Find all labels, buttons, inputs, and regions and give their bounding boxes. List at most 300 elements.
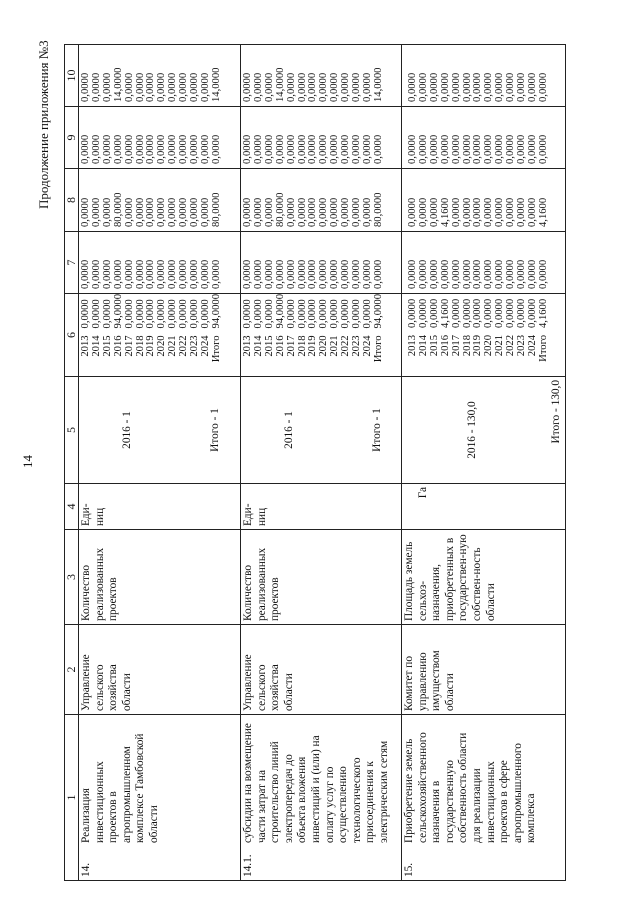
cell-indicator bbox=[402, 530, 566, 625]
row-name: Приобретение земель сельскохозяйственного назначения в государственную собственность области для реализации инвестиционных проектов в сфере агропромышленного комплекса bbox=[403, 732, 538, 843]
row-number: 14.1. bbox=[242, 854, 254, 877]
value: 0,0000 bbox=[101, 134, 113, 164]
value: 0,0000 bbox=[318, 134, 330, 164]
row-executor: Управление сельского хозяйства области bbox=[80, 654, 133, 711]
row-executor: Комитет по управлению имуществом области bbox=[403, 650, 456, 711]
value: 0,0000 bbox=[112, 259, 124, 289]
year-label: Итого bbox=[372, 335, 384, 363]
value: 0,0000 bbox=[494, 197, 506, 227]
year-label: 2024 bbox=[199, 335, 211, 357]
value: 0,0000 bbox=[417, 72, 429, 102]
year-list bbox=[243, 332, 385, 376]
row-code-total: Итого - 1 bbox=[209, 408, 221, 452]
value: 0,0000 bbox=[417, 259, 429, 289]
year-label: 2020 bbox=[318, 335, 330, 357]
value: 0,0000 bbox=[526, 197, 538, 227]
value: 0,0000 bbox=[505, 259, 517, 289]
value: 0,0000 bbox=[134, 259, 146, 289]
year-label: 2022 bbox=[505, 335, 517, 357]
value: 80,0000 bbox=[372, 192, 384, 227]
value: 0,0000 bbox=[526, 259, 538, 289]
value: 0,0000 bbox=[80, 72, 91, 102]
value: 0,0000 bbox=[199, 259, 211, 289]
value: 0,0000 bbox=[351, 299, 363, 329]
year-label: 2020 bbox=[156, 335, 168, 357]
value: 0,0000 bbox=[505, 197, 517, 227]
year-label: 2013 bbox=[242, 335, 253, 357]
value: 0,0000 bbox=[483, 134, 495, 164]
value: 0,0000 bbox=[263, 197, 275, 227]
value: 14,0000 bbox=[372, 67, 384, 102]
value: 0,0000 bbox=[134, 299, 146, 329]
year-label: 2013 bbox=[80, 335, 91, 357]
header-col-2: 2 bbox=[65, 625, 79, 715]
header-col-1: 1 bbox=[65, 715, 79, 881]
value: 0,0000 bbox=[80, 197, 91, 227]
year-label: 2018 bbox=[461, 335, 473, 357]
value: 0,0000 bbox=[156, 299, 168, 329]
cell-years-col6 bbox=[402, 294, 566, 377]
value: 0,0000 bbox=[307, 259, 319, 289]
cell-col9 bbox=[241, 107, 402, 169]
value: 0,0000 bbox=[167, 259, 179, 289]
value: 0,0000 bbox=[123, 299, 135, 329]
value: 0,0000 bbox=[90, 299, 102, 329]
header-col-5: 5 bbox=[65, 377, 79, 484]
value: 0,0000 bbox=[461, 72, 473, 102]
year-label: 2017 bbox=[123, 335, 135, 357]
value: 0,0000 bbox=[101, 259, 113, 289]
value: 0,0000 bbox=[134, 197, 146, 227]
row-unit: Еди-ниц bbox=[242, 503, 268, 526]
cell-executor bbox=[402, 625, 566, 715]
value: 0,0000 bbox=[263, 259, 275, 289]
value: 0,0000 bbox=[351, 197, 363, 227]
value: 0,0000 bbox=[407, 298, 418, 328]
year-label: 2016 bbox=[439, 335, 451, 357]
value-list-col10 bbox=[402, 45, 550, 106]
page-number: 14 bbox=[20, 455, 35, 468]
row-indicator: Количество реализованных проектов bbox=[242, 547, 282, 621]
cell-indicator bbox=[241, 530, 402, 625]
cell-name bbox=[79, 715, 241, 881]
value-list-col9 bbox=[241, 107, 385, 168]
value: 0,0000 bbox=[537, 134, 549, 164]
value: 0,0000 bbox=[428, 197, 440, 227]
value: 0,0000 bbox=[329, 72, 341, 102]
value: 0,0000 bbox=[537, 72, 549, 102]
year-label: 2014 bbox=[252, 335, 264, 357]
header-row bbox=[65, 45, 79, 881]
value: 0,0000 bbox=[428, 259, 440, 289]
value: 0,0000 bbox=[494, 72, 506, 102]
value: 0,0000 bbox=[274, 259, 286, 289]
year-label: 2015 bbox=[428, 335, 440, 357]
value: 0,0000 bbox=[274, 134, 286, 164]
row-code-total: Итого - 130,0 bbox=[550, 380, 562, 444]
value: 0,0000 bbox=[307, 72, 319, 102]
value: 0,0000 bbox=[407, 259, 418, 289]
row-executor: Управление сельского хозяйства области bbox=[242, 654, 295, 711]
value: 0,0000 bbox=[483, 72, 495, 102]
value: 0,0000 bbox=[285, 197, 297, 227]
value: 94,0000 bbox=[372, 294, 384, 329]
header-col-10: 10 bbox=[65, 45, 79, 107]
value-list-col7 bbox=[79, 232, 223, 293]
value: 0,0000 bbox=[472, 72, 484, 102]
cell-code bbox=[79, 377, 241, 484]
value: 0,0000 bbox=[112, 134, 124, 164]
value: 0,0000 bbox=[461, 197, 473, 227]
value: 0,0000 bbox=[252, 72, 264, 102]
value: 0,0000 bbox=[318, 259, 330, 289]
year-label: 2014 bbox=[417, 335, 429, 357]
program-table bbox=[64, 44, 566, 881]
value: 0,0000 bbox=[189, 197, 201, 227]
value-list-col8 bbox=[79, 169, 223, 231]
value: 0,0000 bbox=[145, 72, 157, 102]
value: 0,0000 bbox=[329, 299, 341, 329]
year-label: 2024 bbox=[526, 335, 538, 357]
value: 4,1600 bbox=[537, 197, 549, 227]
value: 0,0000 bbox=[156, 72, 168, 102]
value: 0,0000 bbox=[318, 299, 330, 329]
value: 0,0000 bbox=[417, 197, 429, 227]
value: 0,0000 bbox=[505, 134, 517, 164]
value: 0,0000 bbox=[285, 72, 297, 102]
value: 0,0000 bbox=[199, 197, 211, 227]
row-code-total: Итого - 1 bbox=[371, 408, 383, 452]
value: 0,0000 bbox=[439, 259, 451, 289]
header-col-6: 6 bbox=[65, 294, 79, 377]
cell-indicator bbox=[79, 530, 241, 625]
value-list-col10 bbox=[241, 45, 385, 106]
value: 80,0000 bbox=[112, 192, 124, 227]
value-list-col6 bbox=[408, 299, 550, 332]
value: 0,0000 bbox=[167, 197, 179, 227]
value-list-col9 bbox=[79, 107, 223, 168]
year-label: 2023 bbox=[189, 335, 201, 357]
value: 0,0000 bbox=[361, 134, 373, 164]
value: 0,0000 bbox=[472, 197, 484, 227]
value: 4,1600 bbox=[439, 197, 451, 227]
value: 0,0000 bbox=[167, 72, 179, 102]
value: 0,0000 bbox=[123, 134, 135, 164]
cell-col9 bbox=[79, 107, 241, 169]
value: 0,0000 bbox=[516, 259, 528, 289]
year-label: 2018 bbox=[296, 335, 308, 357]
year-label: 2014 bbox=[90, 335, 102, 357]
value: 0,0000 bbox=[483, 197, 495, 227]
header-col-9: 9 bbox=[65, 107, 79, 169]
value-list-col7 bbox=[241, 232, 385, 293]
value: 0,0000 bbox=[526, 134, 538, 164]
value: 0,0000 bbox=[101, 299, 113, 329]
value: 0,0000 bbox=[472, 298, 484, 328]
value: 0,0000 bbox=[439, 72, 451, 102]
value: 0,0000 bbox=[199, 299, 211, 329]
cell-col7 bbox=[241, 232, 402, 294]
row-name-text bbox=[241, 715, 393, 880]
value: 0,0000 bbox=[123, 72, 135, 102]
year-label: 2016 bbox=[112, 335, 124, 357]
header-col-4: 4 bbox=[65, 484, 79, 530]
value: 0,0000 bbox=[242, 197, 253, 227]
value: 0,0000 bbox=[156, 134, 168, 164]
value: 0,0000 bbox=[80, 134, 91, 164]
row-code: 2016 - 1 bbox=[121, 411, 133, 449]
value: 0,0000 bbox=[145, 197, 157, 227]
value: 0,0000 bbox=[189, 259, 201, 289]
value: 0,0000 bbox=[285, 299, 297, 329]
value: 94,0000 bbox=[274, 294, 286, 329]
continuation-title: Продолжение приложения №3 bbox=[36, 40, 51, 209]
value-list-col6 bbox=[243, 294, 385, 332]
value: 0,0000 bbox=[450, 298, 462, 328]
cell-col7 bbox=[79, 232, 241, 294]
year-label: Итого bbox=[537, 335, 549, 362]
value: 0,0000 bbox=[145, 134, 157, 164]
value: 4,1600 bbox=[537, 298, 549, 328]
row-unit: Га bbox=[417, 487, 429, 499]
value: 0,0000 bbox=[483, 259, 495, 289]
value: 0,0000 bbox=[307, 299, 319, 329]
cell-col10 bbox=[79, 45, 241, 107]
value: 0,0000 bbox=[80, 299, 91, 329]
value: 0,0000 bbox=[296, 72, 308, 102]
value: 0,0000 bbox=[307, 197, 319, 227]
row-name-text bbox=[79, 715, 163, 880]
value: 0,0000 bbox=[329, 197, 341, 227]
value: 0,0000 bbox=[351, 134, 363, 164]
year-label: 2019 bbox=[472, 335, 484, 357]
value: 0,0000 bbox=[428, 298, 440, 328]
value: 0,0000 bbox=[494, 259, 506, 289]
cell-col8 bbox=[402, 169, 566, 232]
value: 0,0000 bbox=[252, 134, 264, 164]
value: 0,0000 bbox=[361, 197, 373, 227]
value: 0,0000 bbox=[263, 299, 275, 329]
value: 0,0000 bbox=[417, 134, 429, 164]
row-name: Реализация инвестиционных проектов в агропромышленном комплексе Тамбовской области bbox=[80, 733, 160, 843]
cell-code bbox=[241, 377, 402, 484]
value: 0,0000 bbox=[199, 72, 211, 102]
year-label: 2021 bbox=[329, 335, 341, 357]
year-list bbox=[408, 332, 550, 376]
value: 0,0000 bbox=[450, 259, 462, 289]
value: 80,0000 bbox=[274, 192, 286, 227]
value: 14,0000 bbox=[274, 67, 286, 102]
value: 0,0000 bbox=[516, 134, 528, 164]
row-name: субсидии на возмещение части затрат на строительство линий электропередач до объекта вложения инвестиций и (или) на оплату услуг по осуществлению технологического присоединения к электрическим сетям bbox=[242, 723, 390, 843]
year-label: 2016 bbox=[274, 335, 286, 357]
value: 0,0000 bbox=[189, 72, 201, 102]
value: 0,0000 bbox=[318, 197, 330, 227]
value: 0,0000 bbox=[90, 134, 102, 164]
value: 0,0000 bbox=[516, 197, 528, 227]
value: 0,0000 bbox=[428, 134, 440, 164]
value: 0,0000 bbox=[101, 197, 113, 227]
value: 0,0000 bbox=[80, 259, 91, 289]
cell-name bbox=[402, 715, 566, 881]
value: 0,0000 bbox=[329, 259, 341, 289]
value: 0,0000 bbox=[90, 259, 102, 289]
cell-unit bbox=[241, 484, 402, 530]
cell-years-col6 bbox=[241, 294, 402, 377]
value: 0,0000 bbox=[296, 134, 308, 164]
value: 0,0000 bbox=[101, 72, 113, 102]
cell-unit bbox=[79, 484, 241, 530]
value: 0,0000 bbox=[516, 298, 528, 328]
col6-wrap bbox=[402, 294, 550, 376]
value-list-col8 bbox=[402, 169, 550, 231]
table-row bbox=[79, 45, 241, 881]
value: 4,1600 bbox=[439, 298, 451, 328]
value: 0,0000 bbox=[417, 298, 429, 328]
value: 0,0000 bbox=[263, 134, 275, 164]
value: 0,0000 bbox=[407, 197, 418, 227]
value: 0,0000 bbox=[361, 259, 373, 289]
table-row bbox=[241, 45, 402, 881]
value: 0,0000 bbox=[90, 72, 102, 102]
value: 0,0000 bbox=[263, 72, 275, 102]
value: 0,0000 bbox=[494, 298, 506, 328]
value: 0,0000 bbox=[123, 259, 135, 289]
row-unit: Еди-ниц bbox=[80, 503, 106, 526]
year-label: 2024 bbox=[361, 335, 373, 357]
col6-wrap bbox=[241, 294, 385, 376]
value: 0,0000 bbox=[340, 134, 352, 164]
value: 94,0000 bbox=[210, 294, 222, 329]
value: 0,0000 bbox=[361, 299, 373, 329]
value: 0,0000 bbox=[167, 134, 179, 164]
value: 0,0000 bbox=[351, 259, 363, 289]
row-indicator: Количество реализованных проектов bbox=[80, 547, 120, 621]
value: 0,0000 bbox=[461, 134, 473, 164]
value: 0,0000 bbox=[296, 259, 308, 289]
value: 0,0000 bbox=[407, 134, 418, 164]
value: 0,0000 bbox=[242, 259, 253, 289]
value: 0,0000 bbox=[156, 259, 168, 289]
cell-col7 bbox=[402, 232, 566, 294]
year-label: 2019 bbox=[307, 335, 319, 357]
cell-col9 bbox=[402, 107, 566, 169]
value-list-col8 bbox=[241, 169, 385, 231]
value: 0,0000 bbox=[340, 299, 352, 329]
cell-years-col6 bbox=[79, 294, 241, 377]
value: 0,0000 bbox=[428, 72, 440, 102]
value: 0,0000 bbox=[167, 299, 179, 329]
year-label: 2013 bbox=[407, 335, 418, 357]
value: 0,0000 bbox=[340, 72, 352, 102]
year-label: 2018 bbox=[134, 335, 146, 357]
year-label: 2015 bbox=[263, 335, 275, 357]
value: 0,0000 bbox=[483, 298, 495, 328]
year-label: 2017 bbox=[450, 335, 462, 357]
value: 0,0000 bbox=[318, 72, 330, 102]
value: 0,0000 bbox=[123, 197, 135, 227]
value: 0,0000 bbox=[189, 299, 201, 329]
row-indicator: Площадь земель сельхоз-назначения, приобретенных в государствен-ную собствен-ность области bbox=[403, 534, 497, 621]
cell-unit bbox=[402, 484, 566, 530]
row-number: 14. bbox=[80, 862, 92, 877]
value: 0,0000 bbox=[526, 298, 538, 328]
year-label: 2021 bbox=[494, 335, 506, 357]
value: 0,0000 bbox=[340, 259, 352, 289]
value: 0,0000 bbox=[199, 134, 211, 164]
value: 14,0000 bbox=[112, 67, 124, 102]
value: 0,0000 bbox=[145, 259, 157, 289]
value-list-col7 bbox=[402, 232, 550, 293]
value: 0,0000 bbox=[210, 134, 222, 164]
value: 0,0000 bbox=[361, 72, 373, 102]
value: 0,0000 bbox=[296, 299, 308, 329]
value: 0,0000 bbox=[516, 72, 528, 102]
value: 0,0000 bbox=[178, 259, 190, 289]
value: 0,0000 bbox=[450, 197, 462, 227]
value: 14,0000 bbox=[210, 67, 222, 102]
value: 0,0000 bbox=[242, 299, 253, 329]
value: 0,0000 bbox=[189, 134, 201, 164]
value: 0,0000 bbox=[242, 134, 253, 164]
cell-col8 bbox=[79, 169, 241, 232]
cell-col10 bbox=[402, 45, 566, 107]
year-label: 2022 bbox=[178, 335, 190, 357]
value: 0,0000 bbox=[439, 134, 451, 164]
row-name-text bbox=[402, 715, 540, 880]
header-col-8: 8 bbox=[65, 169, 79, 232]
row-code: 2016 - 130,0 bbox=[466, 401, 478, 459]
value: 0,0000 bbox=[461, 298, 473, 328]
year-label: 2020 bbox=[483, 335, 495, 357]
value: 0,0000 bbox=[472, 134, 484, 164]
value: 0,0000 bbox=[134, 72, 146, 102]
value: 0,0000 bbox=[537, 259, 549, 289]
row-code: 2016 - 1 bbox=[283, 411, 295, 449]
value: 0,0000 bbox=[307, 134, 319, 164]
cell-col8 bbox=[241, 169, 402, 232]
value: 94,0000 bbox=[112, 294, 124, 329]
year-label: 2022 bbox=[340, 335, 352, 357]
value: 0,0000 bbox=[252, 259, 264, 289]
value: 0,0000 bbox=[210, 259, 222, 289]
value: 0,0000 bbox=[178, 134, 190, 164]
value: 0,0000 bbox=[526, 72, 538, 102]
value: 0,0000 bbox=[450, 134, 462, 164]
value: 0,0000 bbox=[178, 299, 190, 329]
value: 0,0000 bbox=[351, 72, 363, 102]
value: 0,0000 bbox=[461, 259, 473, 289]
value: 0,0000 bbox=[90, 197, 102, 227]
value: 0,0000 bbox=[134, 134, 146, 164]
value: 0,0000 bbox=[178, 72, 190, 102]
value: 0,0000 bbox=[296, 197, 308, 227]
table-row bbox=[402, 45, 566, 881]
value: 0,0000 bbox=[407, 72, 418, 102]
value: 0,0000 bbox=[285, 259, 297, 289]
value: 0,0000 bbox=[329, 134, 341, 164]
cell-col10 bbox=[241, 45, 402, 107]
value: 0,0000 bbox=[285, 134, 297, 164]
year-label: 2021 bbox=[167, 335, 179, 357]
cell-executor bbox=[79, 625, 241, 715]
cell-name bbox=[241, 715, 402, 881]
year-list bbox=[81, 332, 223, 376]
value: 0,0000 bbox=[505, 72, 517, 102]
year-label: 2017 bbox=[285, 335, 297, 357]
year-label: Итого bbox=[210, 335, 222, 363]
value: 0,0000 bbox=[252, 299, 264, 329]
